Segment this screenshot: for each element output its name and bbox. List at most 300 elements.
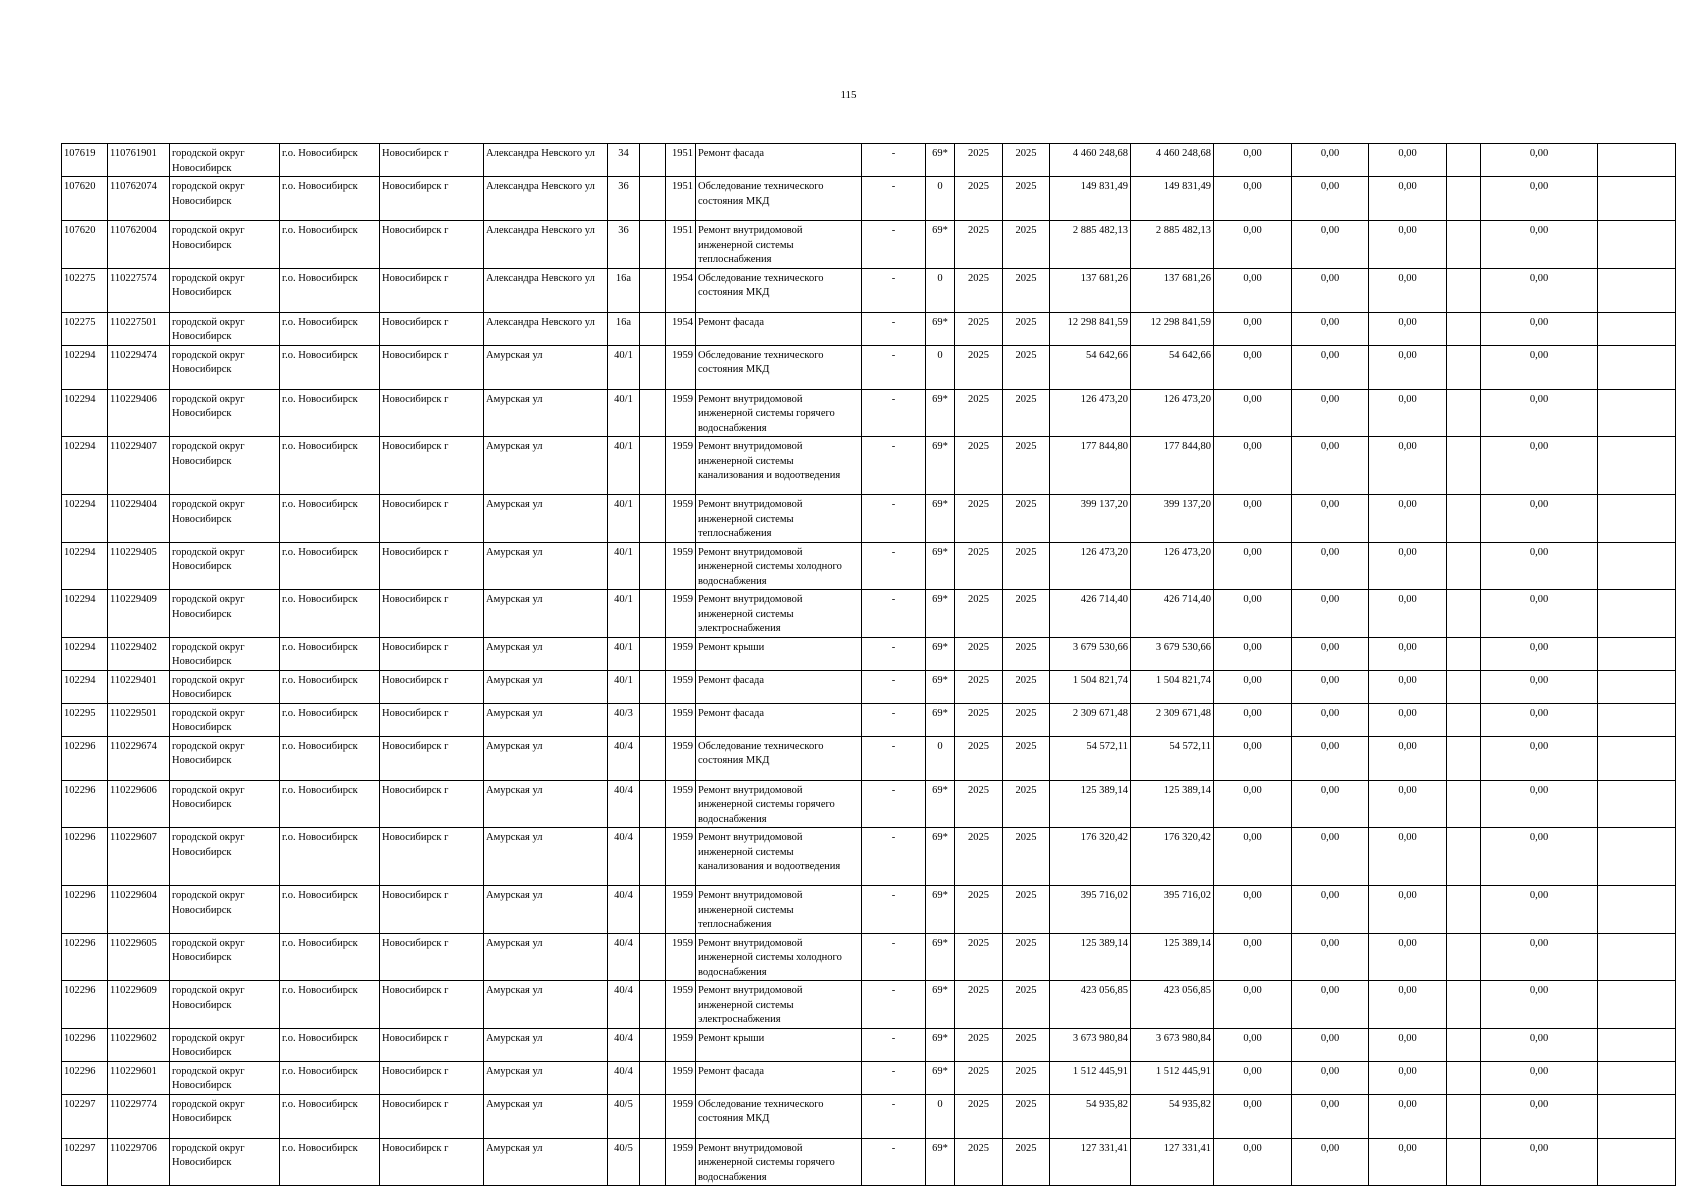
cell-term: 69* [926,495,955,543]
cell-cost-blank [1447,1061,1481,1094]
cell-city: Новосибирск г [380,981,484,1029]
cell-term: 69* [926,670,955,703]
cell-street: Амурская ул [484,933,608,981]
cell-municipality: городской округ Новосибирск [170,144,280,177]
cell-building [640,1094,666,1138]
cell-building [640,981,666,1029]
cell-cost-blank [1447,590,1481,638]
cell-plan-year-start: 2025 [955,637,1003,670]
cell-cost-owners: 0,00 [1481,828,1598,886]
cell-plan-year-end: 2025 [1003,736,1050,780]
cell-house-id: 102296 [62,828,108,886]
cell-total-cost: 126 473,20 [1050,389,1131,437]
cell-cost-regional: 0,00 [1292,981,1369,1029]
cell-municipality: городской округ Новосибирск [170,1061,280,1094]
cell-unit: - [862,670,926,703]
cell-municipality: городской округ Новосибирск [170,345,280,389]
cell-settlement-short: г.о. Новосибирск [280,345,380,389]
table-row [62,670,1676,703]
cell-cost-owners: 0,00 [1481,981,1598,1029]
cell-cost-local: 0,00 [1369,1138,1447,1186]
cell-building [640,495,666,543]
cell-cost-fund: 149 831,49 [1131,177,1214,221]
cell-year-built: 1959 [666,886,696,934]
cell-unit: - [862,933,926,981]
cell-cost-blank [1447,345,1481,389]
cell-extra [1598,703,1676,736]
cell-term: 69* [926,1138,955,1186]
cell-cost-owners: 0,00 [1481,268,1598,312]
cell-plan-year-end: 2025 [1003,221,1050,269]
cell-plan-year-start: 2025 [955,177,1003,221]
cell-city: Новосибирск г [380,828,484,886]
cell-municipality: городской округ Новосибирск [170,637,280,670]
cell-street: Амурская ул [484,703,608,736]
cell-extra [1598,144,1676,177]
page-number: 115 [840,89,857,101]
cell-cost-regional: 0,00 [1292,312,1369,345]
cell-cost-fund: 125 389,14 [1131,933,1214,981]
cell-street: Амурская ул [484,736,608,780]
cell-cost-federal: 0,00 [1214,495,1292,543]
cell-house-id: 102294 [62,437,108,495]
cell-street: Александра Невского ул [484,221,608,269]
cell-cost-federal: 0,00 [1214,389,1292,437]
cell-house-number: 40/1 [608,389,640,437]
table-row [62,981,1676,1029]
cell-unit: - [862,268,926,312]
cell-settlement-short: г.о. Новосибирск [280,312,380,345]
cell-extra [1598,886,1676,934]
cell-unit: - [862,590,926,638]
cell-cost-federal: 0,00 [1214,637,1292,670]
cell-plan-year-end: 2025 [1003,703,1050,736]
cell-cost-regional: 0,00 [1292,670,1369,703]
cell-term: 69* [926,312,955,345]
cell-total-cost: 126 473,20 [1050,542,1131,590]
cell-unit: - [862,542,926,590]
cell-year-built: 1959 [666,1061,696,1094]
cell-building [640,177,666,221]
cell-cost-local: 0,00 [1369,886,1447,934]
cell-year-built: 1959 [666,437,696,495]
cell-municipality: городской округ Новосибирск [170,1094,280,1138]
cell-total-cost: 125 389,14 [1050,780,1131,828]
cell-cost-owners: 0,00 [1481,389,1598,437]
cell-cost-fund: 126 473,20 [1131,542,1214,590]
cell-municipality: городской округ Новосибирск [170,590,280,638]
cell-cost-local: 0,00 [1369,1061,1447,1094]
cell-street: Амурская ул [484,542,608,590]
cell-cost-local: 0,00 [1369,542,1447,590]
cell-plan-year-end: 2025 [1003,886,1050,934]
cell-cost-federal: 0,00 [1214,670,1292,703]
cell-plan-year-end: 2025 [1003,828,1050,886]
cell-settlement-short: г.о. Новосибирск [280,886,380,934]
cell-cost-fund: 12 298 841,59 [1131,312,1214,345]
cell-cost-local: 0,00 [1369,1094,1447,1138]
cell-cost-blank [1447,177,1481,221]
cell-work-type: Ремонт крыши [696,1028,862,1061]
cell-unit: - [862,177,926,221]
cell-cost-blank [1447,495,1481,543]
cell-cost-blank [1447,1028,1481,1061]
cell-cost-owners: 0,00 [1481,886,1598,934]
cell-cost-local: 0,00 [1369,144,1447,177]
cell-cost-fund: 2 309 671,48 [1131,703,1214,736]
cell-extra [1598,637,1676,670]
cell-plan-year-end: 2025 [1003,495,1050,543]
cell-cost-fund: 395 716,02 [1131,886,1214,934]
cell-work-id: 110762004 [108,221,170,269]
cell-cost-local: 0,00 [1369,780,1447,828]
cell-settlement-short: г.о. Новосибирск [280,736,380,780]
cell-municipality: городской округ Новосибирск [170,933,280,981]
cell-municipality: городской округ Новосибирск [170,780,280,828]
cell-cost-regional: 0,00 [1292,933,1369,981]
cell-year-built: 1959 [666,780,696,828]
cell-house-number: 40/4 [608,828,640,886]
cell-cost-blank [1447,437,1481,495]
cell-cost-blank [1447,780,1481,828]
cell-work-id: 110229601 [108,1061,170,1094]
cell-work-id: 110229609 [108,981,170,1029]
cell-plan-year-start: 2025 [955,312,1003,345]
cell-street: Амурская ул [484,345,608,389]
cell-extra [1598,495,1676,543]
cell-total-cost: 426 714,40 [1050,590,1131,638]
cell-house-id: 102294 [62,590,108,638]
cell-cost-regional: 0,00 [1292,590,1369,638]
cell-unit: - [862,437,926,495]
cell-house-id: 102275 [62,312,108,345]
cell-cost-regional: 0,00 [1292,703,1369,736]
cell-plan-year-start: 2025 [955,886,1003,934]
cell-cost-owners: 0,00 [1481,1028,1598,1061]
cell-unit: - [862,345,926,389]
cell-cost-owners: 0,00 [1481,144,1598,177]
cell-term: 69* [926,933,955,981]
table-row [62,703,1676,736]
cell-year-built: 1959 [666,590,696,638]
cell-cost-federal: 0,00 [1214,1061,1292,1094]
cell-building [640,345,666,389]
cell-street: Амурская ул [484,1028,608,1061]
cell-settlement-short: г.о. Новосибирск [280,780,380,828]
cell-municipality: городской округ Новосибирск [170,670,280,703]
cell-year-built: 1959 [666,637,696,670]
cell-term: 69* [926,1061,955,1094]
cell-settlement-short: г.о. Новосибирск [280,590,380,638]
cell-total-cost: 1 504 821,74 [1050,670,1131,703]
table-row [62,345,1676,389]
cell-plan-year-start: 2025 [955,933,1003,981]
cell-total-cost: 2 309 671,48 [1050,703,1131,736]
cell-street: Амурская ул [484,780,608,828]
cell-municipality: городской округ Новосибирск [170,389,280,437]
cell-house-number: 40/1 [608,542,640,590]
cell-year-built: 1959 [666,1028,696,1061]
cell-total-cost: 177 844,80 [1050,437,1131,495]
cell-cost-regional: 0,00 [1292,1094,1369,1138]
cell-settlement-short: г.о. Новосибирск [280,389,380,437]
cell-house-number: 40/4 [608,1028,640,1061]
cell-plan-year-end: 2025 [1003,144,1050,177]
cell-extra [1598,1138,1676,1186]
cell-total-cost: 176 320,42 [1050,828,1131,886]
cell-street: Амурская ул [484,1094,608,1138]
cell-settlement-short: г.о. Новосибирск [280,221,380,269]
cell-building [640,389,666,437]
cell-municipality: городской округ Новосибирск [170,437,280,495]
cell-house-number: 34 [608,144,640,177]
cell-work-type: Ремонт внутридомовой инженерной системы теплоснабжения [696,221,862,269]
cell-total-cost: 125 389,14 [1050,933,1131,981]
cell-term: 69* [926,542,955,590]
cell-work-id: 110229604 [108,886,170,934]
cell-unit: - [862,144,926,177]
cell-total-cost: 137 681,26 [1050,268,1131,312]
cell-cost-local: 0,00 [1369,981,1447,1029]
cell-plan-year-start: 2025 [955,345,1003,389]
cell-city: Новосибирск г [380,312,484,345]
cell-house-number: 40/5 [608,1138,640,1186]
cell-cost-regional: 0,00 [1292,1061,1369,1094]
cell-cost-blank [1447,1138,1481,1186]
cell-building [640,1028,666,1061]
cell-total-cost: 3 673 980,84 [1050,1028,1131,1061]
cell-plan-year-start: 2025 [955,389,1003,437]
cell-cost-owners: 0,00 [1481,637,1598,670]
cell-work-id: 110229706 [108,1138,170,1186]
cell-term: 69* [926,637,955,670]
cell-cost-regional: 0,00 [1292,268,1369,312]
cell-settlement-short: г.о. Новосибирск [280,177,380,221]
cell-street: Амурская ул [484,1061,608,1094]
cell-year-built: 1959 [666,933,696,981]
cell-street: Александра Невского ул [484,268,608,312]
table-row [62,221,1676,269]
cell-work-type: Обследование технического состояния МКД [696,268,862,312]
table-row [62,886,1676,934]
cell-year-built: 1959 [666,981,696,1029]
cell-cost-regional: 0,00 [1292,780,1369,828]
cell-work-id: 110229774 [108,1094,170,1138]
cell-plan-year-start: 2025 [955,542,1003,590]
cell-cost-fund: 4 460 248,68 [1131,144,1214,177]
cell-house-id: 102294 [62,345,108,389]
cell-settlement-short: г.о. Новосибирск [280,437,380,495]
cell-cost-regional: 0,00 [1292,828,1369,886]
table-row [62,1061,1676,1094]
cell-year-built: 1951 [666,221,696,269]
cell-term: 69* [926,389,955,437]
cell-work-id: 110229401 [108,670,170,703]
cell-city: Новосибирск г [380,780,484,828]
cell-cost-blank [1447,312,1481,345]
cell-cost-owners: 0,00 [1481,437,1598,495]
cell-cost-federal: 0,00 [1214,703,1292,736]
cell-cost-local: 0,00 [1369,828,1447,886]
cell-house-number: 40/1 [608,637,640,670]
cell-extra [1598,1061,1676,1094]
cell-street: Амурская ул [484,590,608,638]
cell-work-id: 110229404 [108,495,170,543]
table-row [62,268,1676,312]
cell-term: 0 [926,345,955,389]
cell-cost-owners: 0,00 [1481,345,1598,389]
cell-plan-year-end: 2025 [1003,981,1050,1029]
cell-plan-year-end: 2025 [1003,933,1050,981]
cell-settlement-short: г.о. Новосибирск [280,637,380,670]
cell-house-number: 16а [608,312,640,345]
cell-year-built: 1959 [666,703,696,736]
cell-work-id: 110229406 [108,389,170,437]
cell-cost-blank [1447,828,1481,886]
cell-cost-blank [1447,268,1481,312]
table-row [62,144,1676,177]
cell-municipality: городской округ Новосибирск [170,736,280,780]
cell-plan-year-start: 2025 [955,1028,1003,1061]
cell-cost-owners: 0,00 [1481,542,1598,590]
cell-extra [1598,389,1676,437]
table-row [62,1094,1676,1138]
cell-work-type: Ремонт фасада [696,703,862,736]
cell-extra [1598,828,1676,886]
cell-year-built: 1954 [666,268,696,312]
cell-house-id: 107620 [62,221,108,269]
cell-work-id: 110229602 [108,1028,170,1061]
cell-cost-federal: 0,00 [1214,981,1292,1029]
cell-total-cost: 12 298 841,59 [1050,312,1131,345]
cell-building [640,736,666,780]
cell-work-id: 110229405 [108,542,170,590]
cell-city: Новосибирск г [380,177,484,221]
cell-house-number: 40/4 [608,981,640,1029]
cell-total-cost: 1 512 445,91 [1050,1061,1131,1094]
cell-house-id: 102296 [62,981,108,1029]
cell-house-number: 40/4 [608,736,640,780]
cell-city: Новосибирск г [380,437,484,495]
cell-cost-blank [1447,703,1481,736]
cell-settlement-short: г.о. Новосибирск [280,1028,380,1061]
cell-cost-federal: 0,00 [1214,886,1292,934]
cell-street: Амурская ул [484,828,608,886]
cell-unit: - [862,637,926,670]
cell-total-cost: 54 572,11 [1050,736,1131,780]
cell-cost-local: 0,00 [1369,670,1447,703]
cell-cost-owners: 0,00 [1481,495,1598,543]
table-row [62,637,1676,670]
cell-cost-owners: 0,00 [1481,703,1598,736]
cell-cost-federal: 0,00 [1214,1138,1292,1186]
cell-cost-regional: 0,00 [1292,144,1369,177]
cell-work-type: Ремонт внутридомовой инженерной системы электроснабжения [696,590,862,638]
cell-house-id: 107620 [62,177,108,221]
cell-cost-blank [1447,221,1481,269]
cell-settlement-short: г.о. Новосибирск [280,670,380,703]
cell-city: Новосибирск г [380,670,484,703]
cell-plan-year-start: 2025 [955,736,1003,780]
cell-street: Амурская ул [484,670,608,703]
cell-cost-federal: 0,00 [1214,268,1292,312]
cell-city: Новосибирск г [380,886,484,934]
cell-cost-regional: 0,00 [1292,221,1369,269]
cell-house-number: 40/1 [608,590,640,638]
cell-municipality: городской округ Новосибирск [170,886,280,934]
cell-work-type: Ремонт внутридомовой инженерной системы теплоснабжения [696,886,862,934]
cell-city: Новосибирск г [380,637,484,670]
cell-municipality: городской округ Новосибирск [170,221,280,269]
cell-cost-regional: 0,00 [1292,345,1369,389]
cell-building [640,1061,666,1094]
cell-cost-blank [1447,981,1481,1029]
cell-term: 69* [926,590,955,638]
cell-cost-fund: 2 885 482,13 [1131,221,1214,269]
cell-year-built: 1954 [666,312,696,345]
cell-total-cost: 54 935,82 [1050,1094,1131,1138]
cell-cost-federal: 0,00 [1214,736,1292,780]
cell-cost-fund: 3 673 980,84 [1131,1028,1214,1061]
cell-extra [1598,736,1676,780]
cell-municipality: городской округ Новосибирск [170,828,280,886]
cell-cost-fund: 54 935,82 [1131,1094,1214,1138]
cell-unit: - [862,495,926,543]
cell-city: Новосибирск г [380,703,484,736]
cell-building [640,933,666,981]
cell-plan-year-start: 2025 [955,981,1003,1029]
cell-house-id: 102296 [62,780,108,828]
cell-extra [1598,780,1676,828]
cell-extra [1598,590,1676,638]
cell-extra [1598,542,1676,590]
cell-year-built: 1951 [666,144,696,177]
cell-plan-year-end: 2025 [1003,1028,1050,1061]
cell-cost-regional: 0,00 [1292,495,1369,543]
cell-house-id: 102294 [62,637,108,670]
cell-cost-regional: 0,00 [1292,736,1369,780]
cell-unit: - [862,736,926,780]
cell-plan-year-start: 2025 [955,221,1003,269]
cell-cost-local: 0,00 [1369,177,1447,221]
cell-street: Амурская ул [484,886,608,934]
cell-year-built: 1959 [666,1138,696,1186]
cell-year-built: 1959 [666,828,696,886]
cell-house-number: 40/1 [608,495,640,543]
table-row [62,780,1676,828]
cell-cost-local: 0,00 [1369,933,1447,981]
cell-cost-owners: 0,00 [1481,670,1598,703]
cell-cost-owners: 0,00 [1481,1061,1598,1094]
cell-work-id: 110762074 [108,177,170,221]
cell-unit: - [862,1138,926,1186]
cell-year-built: 1959 [666,670,696,703]
cell-cost-local: 0,00 [1369,703,1447,736]
cell-cost-blank [1447,144,1481,177]
capital-repair-table [61,143,1676,1186]
cell-plan-year-end: 2025 [1003,637,1050,670]
cell-house-number: 40/1 [608,345,640,389]
cell-street: Александра Невского ул [484,312,608,345]
cell-cost-fund: 426 714,40 [1131,590,1214,638]
cell-cost-fund: 1 504 821,74 [1131,670,1214,703]
cell-building [640,670,666,703]
cell-cost-local: 0,00 [1369,736,1447,780]
cell-street: Амурская ул [484,389,608,437]
cell-year-built: 1959 [666,542,696,590]
cell-work-type: Ремонт фасада [696,1061,862,1094]
cell-year-built: 1959 [666,1094,696,1138]
